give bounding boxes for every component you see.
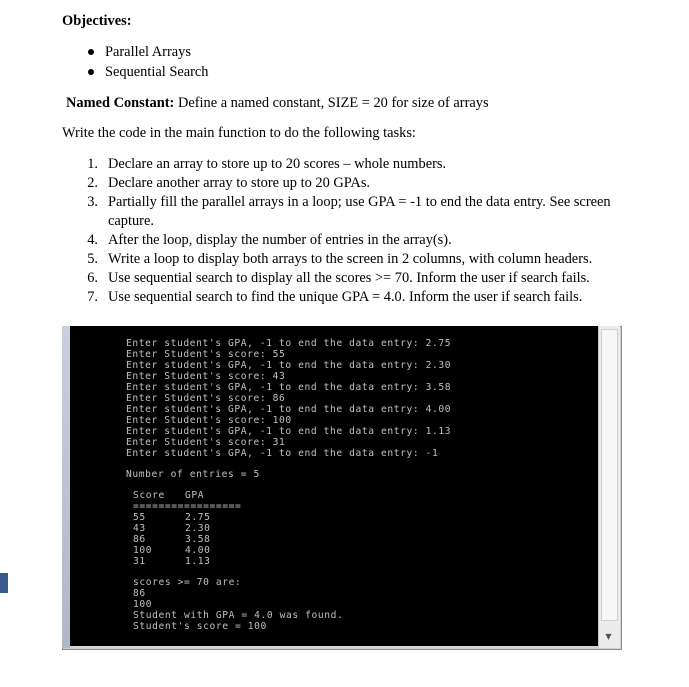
task-text: Use sequential search to display all the scores >= 70. Inform the user if search fails. <box>108 270 590 286</box>
task-text-continuation: capture. <box>108 213 154 229</box>
console-line: Enter student's GPA, -1 to end the data entry: 2.75 <box>126 338 452 349</box>
objectives-heading: Objectives: <box>62 13 132 29</box>
task-text: Write a loop to display both arrays to the screen in 2 columns, with column headers. <box>108 251 593 267</box>
scroll-down-icon[interactable]: ▼ <box>605 632 612 641</box>
scroll-thumb[interactable] <box>601 329 618 621</box>
named-constant-label: Named Constant: <box>66 95 175 111</box>
console-search-line: 100 <box>133 599 153 610</box>
console-line: Enter Student's score: 31 <box>126 437 286 448</box>
console-score-cell: 43 <box>133 523 146 534</box>
task-number: 2. <box>87 175 98 191</box>
console-header-gpa: GPA <box>185 490 205 501</box>
console-gpa-cell: 1.13 <box>185 556 211 567</box>
named-constant-text: Define a named constant, SIZE = 20 for size of arrays <box>174 95 489 111</box>
console-line: Enter student's GPA, -1 to end the data entry: 4.00 <box>126 404 452 415</box>
console-line: Enter student's GPA, -1 to end the data entry: 2.30 <box>126 360 452 371</box>
console-frame <box>62 326 70 648</box>
console-gpa-cell: 4.00 <box>185 545 211 556</box>
console-line: Enter student's GPA, -1 to end the data entry: 1.13 <box>126 426 452 437</box>
window-edge-left <box>0 573 8 593</box>
console-line: Enter student's GPA, -1 to end the data entry: -1 <box>126 448 439 459</box>
console-line: Enter Student's score: 86 <box>126 393 286 404</box>
task-text: Partially fill the parallel arrays in a loop; use GPA = -1 to end the data entry. See screen <box>108 194 611 210</box>
console-gpa-cell: 3.58 <box>185 534 211 545</box>
console-header-score: Score <box>133 490 165 501</box>
task-number: 1. <box>87 156 98 172</box>
console-gpa-cell: 2.75 <box>185 512 211 523</box>
bullet-icon <box>88 49 94 55</box>
bullet-icon <box>88 69 94 75</box>
objective-item: Sequential Search <box>105 64 209 80</box>
intro-text: Write the code in the main function to do the following tasks: <box>62 125 416 141</box>
task-number: 3. <box>87 194 98 210</box>
console-line: Enter Student's score: 100 <box>126 415 292 426</box>
task-number: 5. <box>87 251 98 267</box>
task-text: Use sequential search to find the unique GPA = 4.0. Inform the user if search fails. <box>108 289 583 305</box>
console-score-cell: 55 <box>133 512 146 523</box>
task-text: After the loop, display the number of entries in the array(s). <box>108 232 452 248</box>
task-number: 6. <box>87 270 98 286</box>
console-separator: ================= <box>133 501 242 512</box>
console-search-line: scores >= 70 are: <box>133 577 242 588</box>
console-score-cell: 100 <box>133 545 153 556</box>
console-line: Enter student's GPA, -1 to end the data entry: 3.58 <box>126 382 452 393</box>
console-gpa-cell: 2.30 <box>185 523 211 534</box>
named-constant-paragraph <box>66 94 489 112</box>
task-text: Declare an array to store up to 20 scores – whole numbers. <box>108 156 447 172</box>
console-search-line: Student's score = 100 <box>133 621 267 632</box>
objective-item: Parallel Arrays <box>105 44 191 60</box>
task-number: 4. <box>87 232 98 248</box>
console-search-line: 86 <box>133 588 146 599</box>
console-search-line: Student with GPA = 4.0 was found. <box>133 610 344 621</box>
console-score-cell: 86 <box>133 534 146 545</box>
console-line: Enter Student's score: 55 <box>126 349 286 360</box>
console-score-cell: 31 <box>133 556 146 567</box>
console-entries-count: Number of entries = 5 <box>126 469 260 480</box>
task-number: 7. <box>87 289 98 305</box>
task-text: Declare another array to store up to 20 GPAs. <box>108 175 371 191</box>
console-line: Enter Student's score: 43 <box>126 371 286 382</box>
